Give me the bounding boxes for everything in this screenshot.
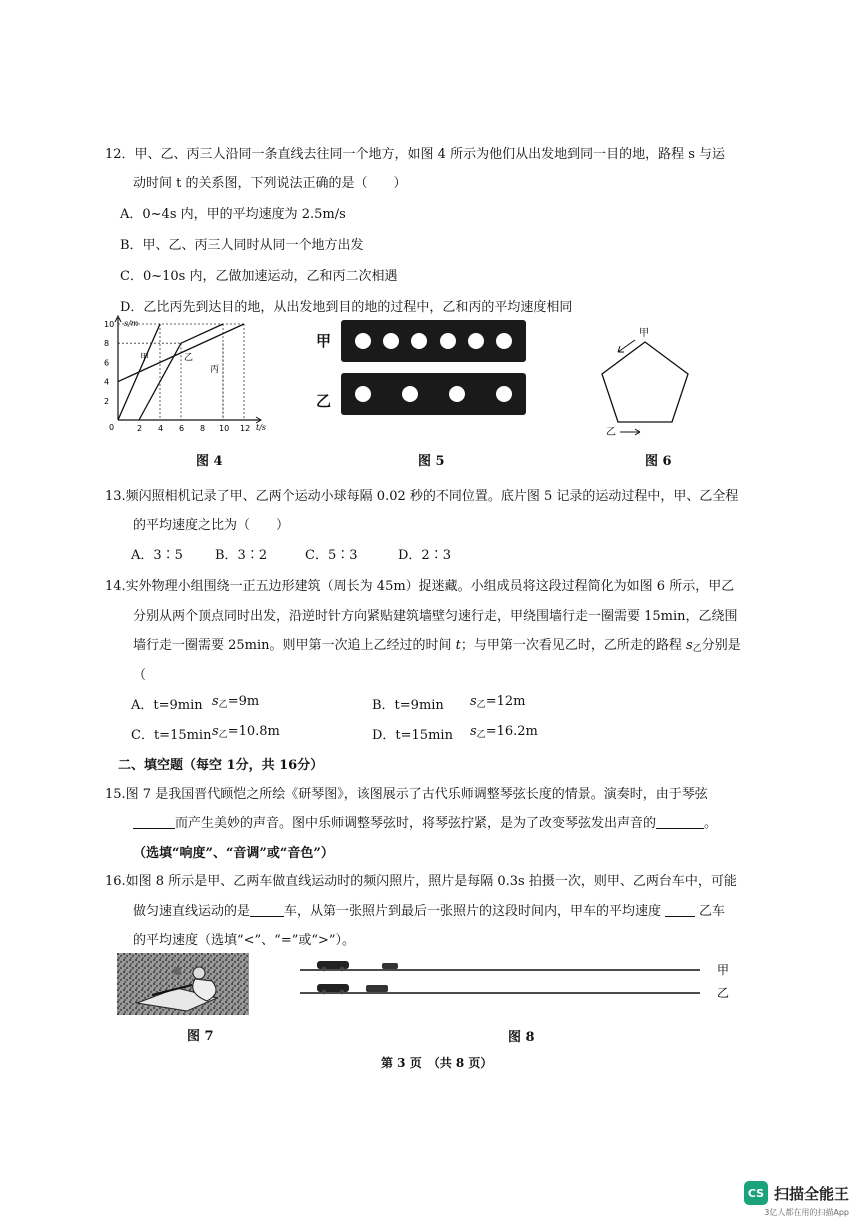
- figure-4-caption: 图 4: [196, 454, 223, 469]
- var-t: t: [455, 638, 461, 653]
- q14-option-b-value: =12m: [485, 694, 526, 709]
- q16-blank-2[interactable]: [665, 904, 695, 917]
- strobe-dot-jia: [355, 333, 371, 349]
- fig5-label-jia: 甲: [316, 332, 332, 350]
- q14-stem-line3-part1: 墙行走一圈需要 25min。则甲第一次追上乙经过的时间: [133, 638, 456, 653]
- q15-line2: [133, 812, 717, 831]
- q16-blank-1[interactable]: [250, 904, 284, 917]
- fig5-label-yi: 乙: [316, 392, 332, 410]
- figure-7-painting: [117, 953, 249, 1015]
- q14-option-c-t: C．t=15min: [131, 728, 212, 743]
- q14-option-c-s: [212, 724, 280, 740]
- q13-option-a: A．3∶5: [131, 548, 183, 563]
- q12-option-a: A．0~4s 内，甲的平均速度为 2.5m/s: [120, 207, 346, 222]
- q16-line1: 16.如图 8 所示是甲、乙两车做直线运动时的频闪照片，照片是每隔 0.3s 拍摄一次，则甲、乙两台车中，可能: [105, 874, 737, 889]
- q13-stem-line1: 13.频闪照相机记录了甲、乙两个运动小球每隔 0.02 秒的不同位置。底片图 5 记录的运动过程中，甲、乙全程: [105, 489, 739, 504]
- q12-option-b: B．甲、乙、丙三人同时从同一个地方出发: [120, 238, 364, 253]
- q15-line2-text: 而产生美妙的声音。图中乐师调整琴弦时，将琴弦拧紧，是为了改变琴弦发出声音的: [175, 816, 657, 831]
- q16-line2: [133, 900, 725, 919]
- q14-option-a-t: A．t=9min: [131, 698, 203, 713]
- series-label-jia: 甲: [140, 353, 150, 363]
- arrow-yi-icon: [620, 429, 640, 435]
- q13-stem-line2: 的平均速度之比为（ ）: [133, 518, 290, 533]
- q16-line2-part3: 乙车: [699, 904, 726, 919]
- figure-6-pentagon: [590, 322, 700, 437]
- q15-blank-1[interactable]: [133, 816, 175, 829]
- strobe-dot-yi: [449, 386, 465, 402]
- q16-line2-part1: 做匀速直线运动的是: [133, 904, 251, 919]
- y-tick-label: 10: [104, 320, 115, 329]
- var-s: s: [212, 724, 219, 739]
- fig6-label-yi: 乙: [606, 427, 616, 437]
- figure-8-caption: 图 8: [508, 1030, 535, 1045]
- q14-option-c-value: =10.8m: [227, 724, 280, 739]
- strobe-dot-jia: [411, 333, 427, 349]
- y-tick-label: 2: [104, 396, 110, 406]
- car-jia-2: [382, 963, 398, 969]
- var-s-subscript: 乙: [218, 730, 228, 740]
- figure-5-caption: 图 5: [418, 454, 445, 469]
- scanner-logo-icon: CS: [744, 1181, 768, 1205]
- figure-7-caption: 图 7: [187, 1029, 214, 1044]
- arrow-jia-icon: [618, 340, 635, 352]
- scanner-tagline: 3亿人都在用的扫描App: [764, 1208, 849, 1217]
- strobe-dot-jia: [440, 333, 456, 349]
- q15-line2-end: 。: [704, 816, 718, 831]
- q14-stem-line4: （: [133, 668, 147, 683]
- var-s: s: [470, 724, 477, 739]
- q14-stem-line3-part3: 分别是: [701, 638, 741, 653]
- q13-option-d: D．2∶3: [398, 548, 451, 563]
- page-footer: 第 3 页 （共 8 页）: [381, 1056, 493, 1070]
- var-s-subscript: 乙: [476, 700, 486, 710]
- strobe-dot-jia: [496, 333, 512, 349]
- var-s-subscript: 乙: [218, 700, 228, 710]
- x-tick-label: 8: [200, 424, 206, 433]
- strobe-dot-yi: [402, 386, 418, 402]
- strobe-dot-yi: [355, 386, 371, 402]
- q12-stem-line2: 动时间 t 的关系图，下列说法正确的是（ ）: [133, 176, 407, 191]
- var-s: s: [470, 694, 477, 709]
- x-axis-label: t/s: [256, 423, 267, 432]
- strobe-strip-jia: [341, 320, 526, 362]
- strobe-dot-jia: [383, 333, 399, 349]
- scanner-watermark: [744, 1181, 849, 1218]
- q15-blank-2[interactable]: [656, 816, 704, 829]
- y-tick-label: 8: [104, 339, 110, 349]
- q12-option-d: D．乙比丙先到达目的地，从出发地到目的地的过程中，乙和丙的平均速度相同: [120, 300, 573, 315]
- q14-option-d-s: [470, 724, 538, 740]
- q14-option-a-value: =9m: [227, 694, 260, 709]
- y-tick-label: 6: [104, 358, 110, 368]
- q14-option-a-s: [212, 694, 259, 710]
- fig8-label-jia: 甲: [717, 963, 730, 977]
- y-tick-label: 4: [104, 377, 110, 387]
- car-yi-2: [366, 985, 388, 992]
- x-tick-label: 6: [179, 424, 185, 433]
- q13-option-c: C．5∶3: [305, 548, 358, 563]
- strobe-dot-yi: [496, 386, 512, 402]
- figure-6-caption: 图 6: [645, 454, 672, 469]
- q14-option-b-s: [470, 694, 525, 710]
- origin-label: 0: [109, 423, 115, 432]
- q14-option-d-value: =16.2m: [485, 724, 538, 739]
- series-label-bing: 丙: [210, 365, 220, 375]
- var-s-subscript: 乙: [692, 644, 702, 654]
- y-axis-label: s/m: [124, 319, 139, 328]
- q14-stem-line2: 分别从两个顶点同时出发，沿逆时针方向紧贴建筑墙壁匀速行走，甲绕围墙行走一圈需要 15min，乙绕围: [133, 609, 738, 624]
- var-s: s: [686, 638, 693, 653]
- q15-line1: 15.图 7 是我国晋代顾恺之所绘《研琴图》，该图展示了古代乐师调整琴弦长度的情景。演奏时，由于琴弦: [105, 787, 708, 802]
- q12-stem-line1: 12．甲、乙、丙三人沿同一条直线去往同一个地方，如图 4 所示为他们从出发地到同一目的地，路程 s 与运: [105, 147, 726, 162]
- series-label-yi: 乙: [184, 353, 194, 363]
- x-tick-label: 10: [219, 424, 230, 433]
- scanner-brand-name: 扫描全能王: [773, 1184, 849, 1203]
- q12-option-c: C．0~10s 内，乙做加速运动，乙和丙二次相遇: [120, 269, 398, 284]
- fig6-label-jia: 甲: [639, 328, 649, 339]
- q15-line3: （选填“响度”、“音调”或“音色”）: [133, 846, 334, 861]
- var-s-subscript: 乙: [476, 730, 486, 740]
- q13-option-b: B．3∶2: [215, 548, 268, 563]
- painting-ornament: [173, 967, 181, 975]
- x-tick-label: 12: [240, 424, 251, 433]
- var-s: s: [212, 694, 219, 709]
- fig8-label-yi: 乙: [717, 986, 730, 1000]
- painting-musician-head: [193, 967, 205, 979]
- q14-option-b-t: B．t=9min: [372, 698, 444, 713]
- q16-line3: 的平均速度（选填“<”、“=”或“>”）。: [133, 933, 356, 948]
- x-tick-label: 2: [137, 424, 143, 433]
- pentagon-shape: [602, 342, 688, 422]
- strobe-strip-yi: [341, 373, 526, 415]
- section-heading: 二、填空题（每空 1分，共 16分）: [118, 758, 324, 773]
- strobe-dot-jia: [468, 333, 484, 349]
- x-tick-label: 4: [158, 424, 164, 433]
- q14-stem-line3: [133, 634, 741, 654]
- figure-8-strobe-photo: [300, 955, 740, 1005]
- q14-stem-line3-part2: ；与甲第一次看见乙时，乙所走的路程: [460, 638, 687, 653]
- figure-4-chart: [100, 312, 270, 437]
- q14-option-d-t: D．t=15min: [372, 728, 453, 743]
- q16-line2-part2: 车，从第一张照片到最后一张照片的这段时间内，甲车的平均速度: [284, 904, 662, 919]
- q14-stem-line1: 14.实外物理小组围绕一正五边形建筑（周长为 45m）捉迷藏。小组成员将这段过程简化为如图 6 所示，甲乙: [105, 579, 735, 594]
